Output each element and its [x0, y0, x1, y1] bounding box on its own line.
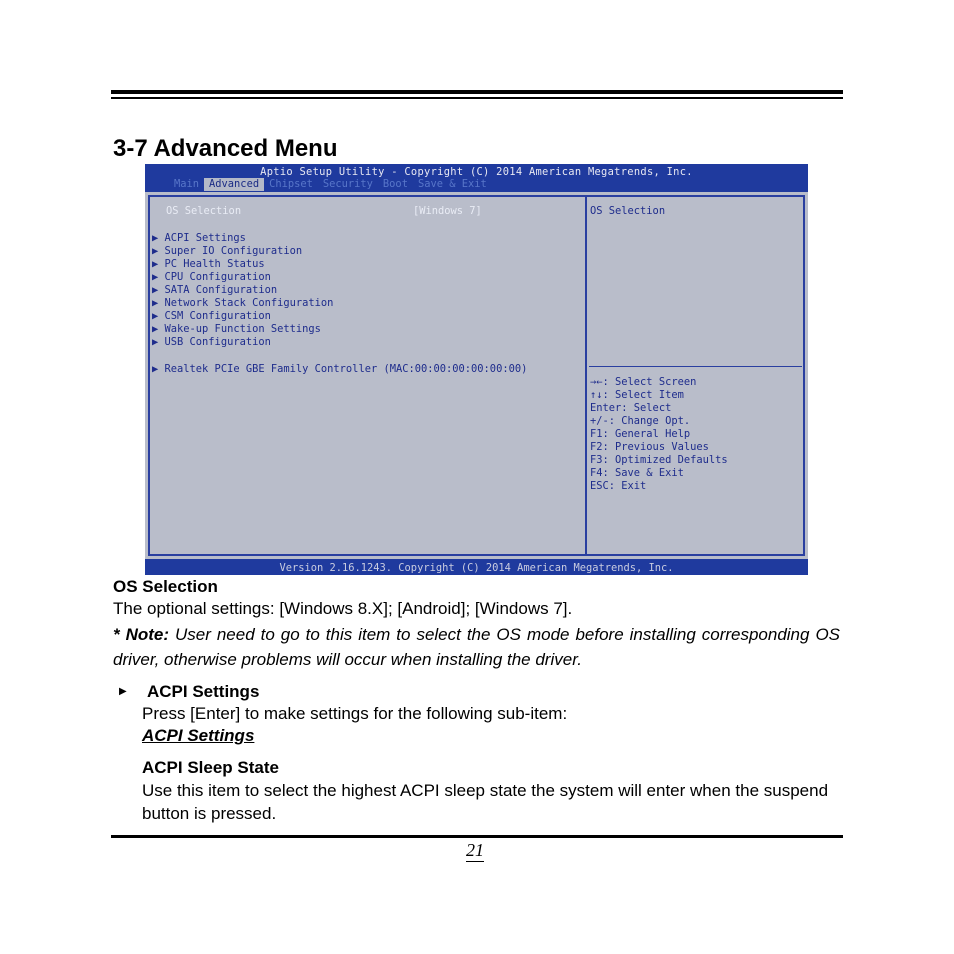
bios-menu-item-sata[interactable]: [152, 284, 277, 297]
acpi-sleep-state-heading: ACPI Sleep State: [142, 758, 279, 777]
bios-panel: [145, 192, 808, 559]
top-rule-thick: [111, 90, 843, 94]
bios-menu-item-label: Wake-up Function Settings: [164, 323, 321, 335]
os-selection-note: [113, 622, 840, 672]
bios-footer: Version 2.16.1243. Copyright (C) 2014 American Megatrends, Inc.: [279, 562, 674, 574]
bios-tab-chipset[interactable]: Chipset: [269, 178, 313, 190]
bullet-arrow-icon: ▶: [119, 686, 127, 697]
submenu-arrow-icon: ▶: [152, 232, 165, 244]
bios-menu-item-acpi[interactable]: [152, 232, 246, 245]
bios-key-hint: ESC: Exit: [590, 480, 647, 492]
bios-os-selection-value[interactable]: [Windows 7]: [413, 205, 482, 217]
note-prefix: * Note:: [113, 625, 170, 644]
bios-tab-bar: [169, 178, 492, 191]
bios-menu-item-label: CPU Configuration: [164, 271, 271, 283]
submenu-arrow-icon: ▶: [152, 284, 165, 296]
top-rule-thin: [111, 97, 843, 99]
bios-tab-security[interactable]: Security: [322, 178, 373, 190]
bios-menu-item-label: PC Health Status: [164, 258, 265, 270]
bios-screenshot: [145, 164, 808, 575]
bios-key-hint: F1: General Help: [590, 428, 691, 440]
bios-tab-advanced[interactable]: Advanced: [204, 178, 264, 191]
bios-key-hint: F4: Save & Exit: [590, 467, 684, 479]
bios-help-title: OS Selection: [590, 205, 666, 217]
bios-key-hint: F2: Previous Values: [590, 441, 709, 453]
submenu-arrow-icon: ▶: [152, 271, 165, 283]
submenu-arrow-icon: ▶: [152, 245, 165, 257]
bios-os-selection-label[interactable]: OS Selection: [166, 205, 242, 217]
bios-divider: [585, 195, 587, 556]
submenu-arrow-icon: ▶: [152, 310, 165, 322]
bios-menu-item-realtek-controller[interactable]: [152, 363, 527, 376]
bios-tab-main[interactable]: Main: [174, 178, 200, 190]
bios-menu-item-label: Super IO Configuration: [164, 245, 303, 257]
bios-help-divider: [589, 366, 802, 367]
bottom-rule: [111, 835, 843, 838]
bios-tab-boot[interactable]: Boot: [382, 178, 408, 190]
submenu-arrow-icon: ▶: [152, 297, 165, 309]
acpi-sleep-state-description: Use this item to select the highest ACPI sleep state the system will enter when the suspend button is pressed.: [142, 781, 829, 823]
submenu-arrow-icon: ▶: [152, 258, 165, 270]
section-heading: 3-7 Advanced Menu: [113, 135, 338, 162]
submenu-arrow-icon: ▶: [152, 363, 165, 375]
bios-menu-item-csm[interactable]: [152, 310, 271, 323]
acpi-settings-heading: ACPI Settings: [147, 682, 260, 701]
acpi-press-text: Press [Enter] to make settings for the following sub-item:: [142, 704, 568, 723]
bios-menu-item-label: USB Configuration: [164, 336, 271, 348]
bios-menu-item-wake-up[interactable]: [152, 323, 321, 336]
bios-menu-item-label: ACPI Settings: [164, 232, 246, 244]
bios-key-hint: Enter: Select: [590, 402, 672, 414]
bios-menu-item-super-io[interactable]: [152, 245, 302, 258]
bios-menu-item-cpu[interactable]: [152, 271, 271, 284]
bios-key-hint: +/-: Change Opt.: [590, 415, 691, 427]
bios-menu-item-pc-health[interactable]: [152, 258, 265, 271]
acpi-sub-item: ACPI Settings: [142, 726, 255, 745]
bios-menu-item-label: SATA Configuration: [164, 284, 278, 296]
bios-menu-item-network-stack[interactable]: [152, 297, 333, 310]
note-text: User need to go to this item to select the OS mode before installing corresponding OS driver, otherwise problems will occur when installing the driver.: [113, 625, 841, 669]
submenu-arrow-icon: ▶: [152, 336, 165, 348]
bios-menu-item-label: Network Stack Configuration: [164, 297, 334, 309]
bios-key-hint: ↑↓: Select Item: [590, 389, 684, 401]
bios-key-hint: →←: Select Screen: [590, 376, 697, 388]
bios-tab-save-exit[interactable]: Save & Exit: [417, 178, 487, 190]
os-selection-options: The optional settings: [Windows 8.X]; [Android]; [Windows 7].: [113, 599, 573, 618]
bios-menu-item-label: CSM Configuration: [164, 310, 271, 322]
bios-menu-item-label: Realtek PCIe GBE Family Controller (MAC:00:00:00:00:00:00): [164, 363, 528, 375]
bios-key-hint: F3: Optimized Defaults: [590, 454, 728, 466]
submenu-arrow-icon: ▶: [152, 323, 165, 335]
bios-menu-item-usb[interactable]: [152, 336, 271, 349]
page-number: 21: [466, 840, 484, 860]
bios-title: Aptio Setup Utility - Copyright (C) 2014 American Megatrends, Inc.: [260, 166, 693, 178]
os-selection-heading: OS Selection: [113, 577, 218, 596]
